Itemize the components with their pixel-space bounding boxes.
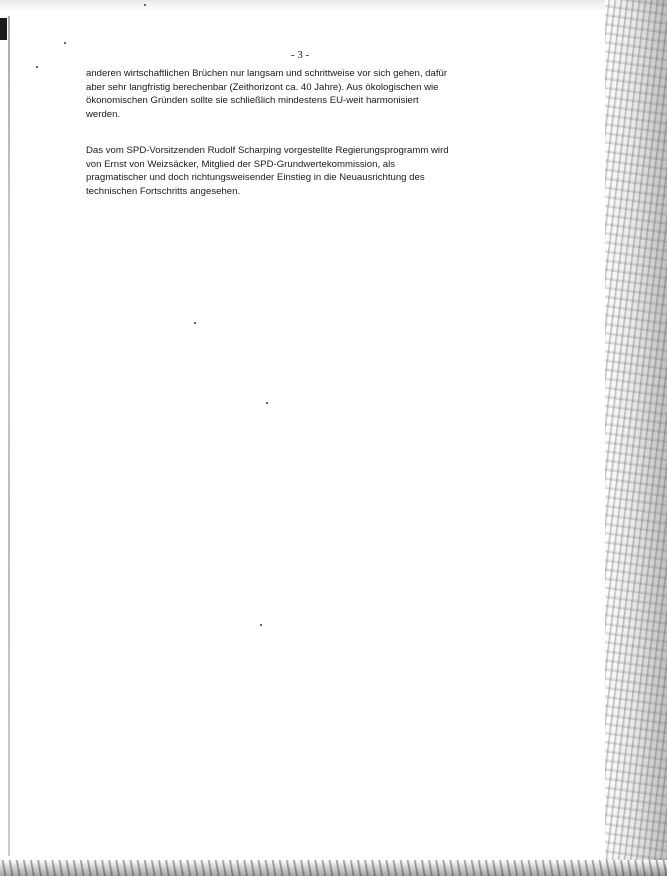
- page-number: - 3 -: [290, 49, 310, 61]
- text-line: Das vom SPD-Vorsitzenden Rudolf Scharping vorgestellte Regierungsprogramm wird: [86, 145, 449, 156]
- scan-bottom-edge-noise: [0, 860, 667, 876]
- scan-speck: [266, 402, 268, 404]
- scan-speck: [64, 42, 66, 44]
- paragraph-2: [86, 144, 526, 198]
- scan-left-edge-line: [8, 16, 10, 856]
- scan-speck: [36, 66, 38, 68]
- text-line: pragmatischer und doch richtungsweisender Einstieg in die Neuausrichtung des: [86, 172, 425, 183]
- scan-speck: [260, 624, 262, 626]
- scan-left-edge-mark: [0, 18, 7, 40]
- scan-speck: [144, 4, 146, 6]
- scan-right-edge-noise: [605, 0, 667, 876]
- scan-speck: [194, 322, 196, 324]
- text-line: aber sehr langfristig berechenbar (Zeithorizont ca. 40 Jahre). Aus ökologischen wie: [86, 81, 439, 93]
- text-line: von Ernst von Weizsäcker, Mitglied der SPD-Grundwertekommission, als: [86, 158, 396, 170]
- text-line: technischen Fortschritts angesehen.: [86, 185, 241, 197]
- paragraph-1: [86, 67, 526, 121]
- scan-top-edge: [0, 0, 667, 12]
- text-line: anderen wirtschaftlichen Brüchen nur langsam und schrittweise vor sich gehen, dafür: [86, 68, 448, 79]
- text-line: ökonomischen Gründen sollte sie schließlich mindestens EU-weit harmonisiert: [86, 95, 419, 106]
- text-line: werden.: [86, 108, 121, 120]
